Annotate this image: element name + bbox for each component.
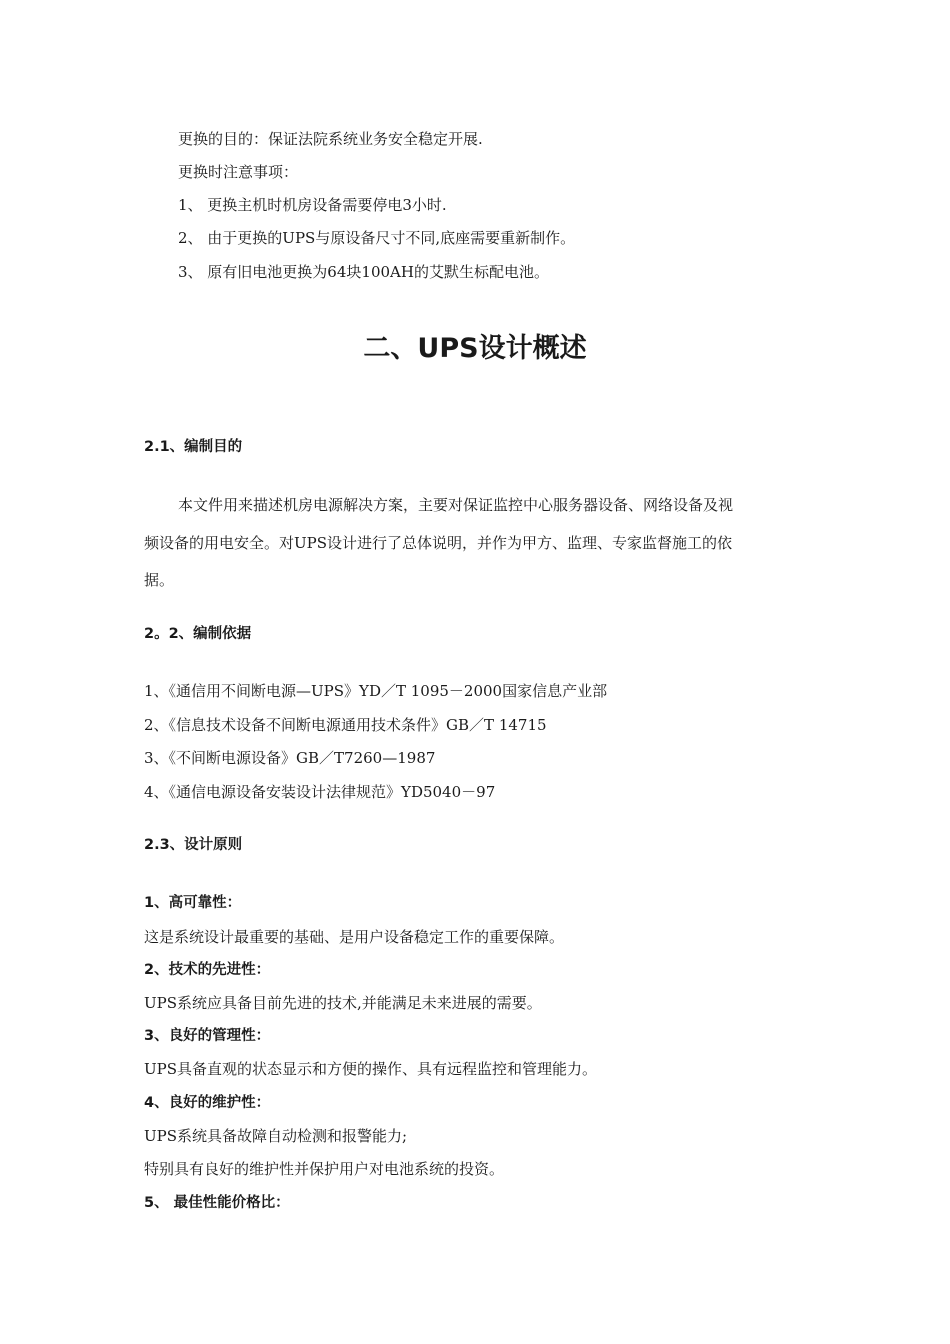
principle-title: 5、 最佳性能价格比： — [144, 1195, 290, 1211]
reference-item: 1、《通信用不间断电源—UPS》YD／T 1095－2000国家信息产业部 — [144, 682, 608, 700]
principle-title: 1、高可靠性： — [144, 895, 242, 911]
paragraph-line: 频设备的用电安全。对UPS设计进行了总体说明，并作为甲方、监理、专家监督施工的依 — [144, 534, 733, 552]
paragraph-line: 本文件用来描述机房电源解决方案，主要对保证监控中心服务器设备、网络设备及视 — [178, 496, 734, 514]
reference-item: 2、《信息技术设备不间断电源通用技术条件》GB／T 14715 — [144, 716, 547, 734]
note-item: 2、 由于更换的UPS与原设备尺寸不同,底座需要重新制作。 — [178, 229, 576, 247]
principle-text: UPS系统具备故障自动检测和报警能力; — [144, 1127, 408, 1145]
principle-title: 4、良好的维护性： — [144, 1095, 271, 1111]
note-item: 1、 更换主机时机房设备需要停电3小时. — [178, 196, 447, 214]
section-heading-2-1: 2.1、编制目的 — [144, 439, 243, 455]
section-heading-2-2: 2。2、编制依据 — [144, 626, 252, 642]
reference-item: 3、《不间断电源设备》GB／T7260—1987 — [144, 749, 436, 767]
replacement-purpose: 更换的目的：保证法院系统业务安全稳定开展. — [178, 130, 483, 148]
section-heading-2-3: 2.3、设计原则 — [144, 837, 243, 853]
reference-item: 4、《通信电源设备安装设计法律规范》YD5040－97 — [144, 783, 496, 801]
notes-heading: 更换时注意事项： — [178, 163, 299, 181]
principle-text: UPS具备直观的状态显示和方便的操作、具有远程监控和管理能力。 — [144, 1060, 598, 1078]
principle-title: 3、良好的管理性： — [144, 1028, 271, 1044]
paragraph-line: 据。 — [144, 571, 175, 589]
principle-text: UPS系统应具备目前先进的技术,并能满足未来进展的需要。 — [144, 994, 542, 1012]
principle-text: 特别具有良好的维护性并保护用户对电池系统的投资。 — [144, 1160, 505, 1178]
note-item: 3、 原有旧电池更换为64块100AH的艾默生标配电池。 — [178, 263, 549, 281]
chapter-title: 二、UPS设计概述 — [363, 333, 587, 364]
principle-text: 这是系统设计最重要的基础、是用户设备稳定工作的重要保障。 — [144, 928, 565, 946]
principle-title: 2、技术的先进性： — [144, 962, 271, 978]
